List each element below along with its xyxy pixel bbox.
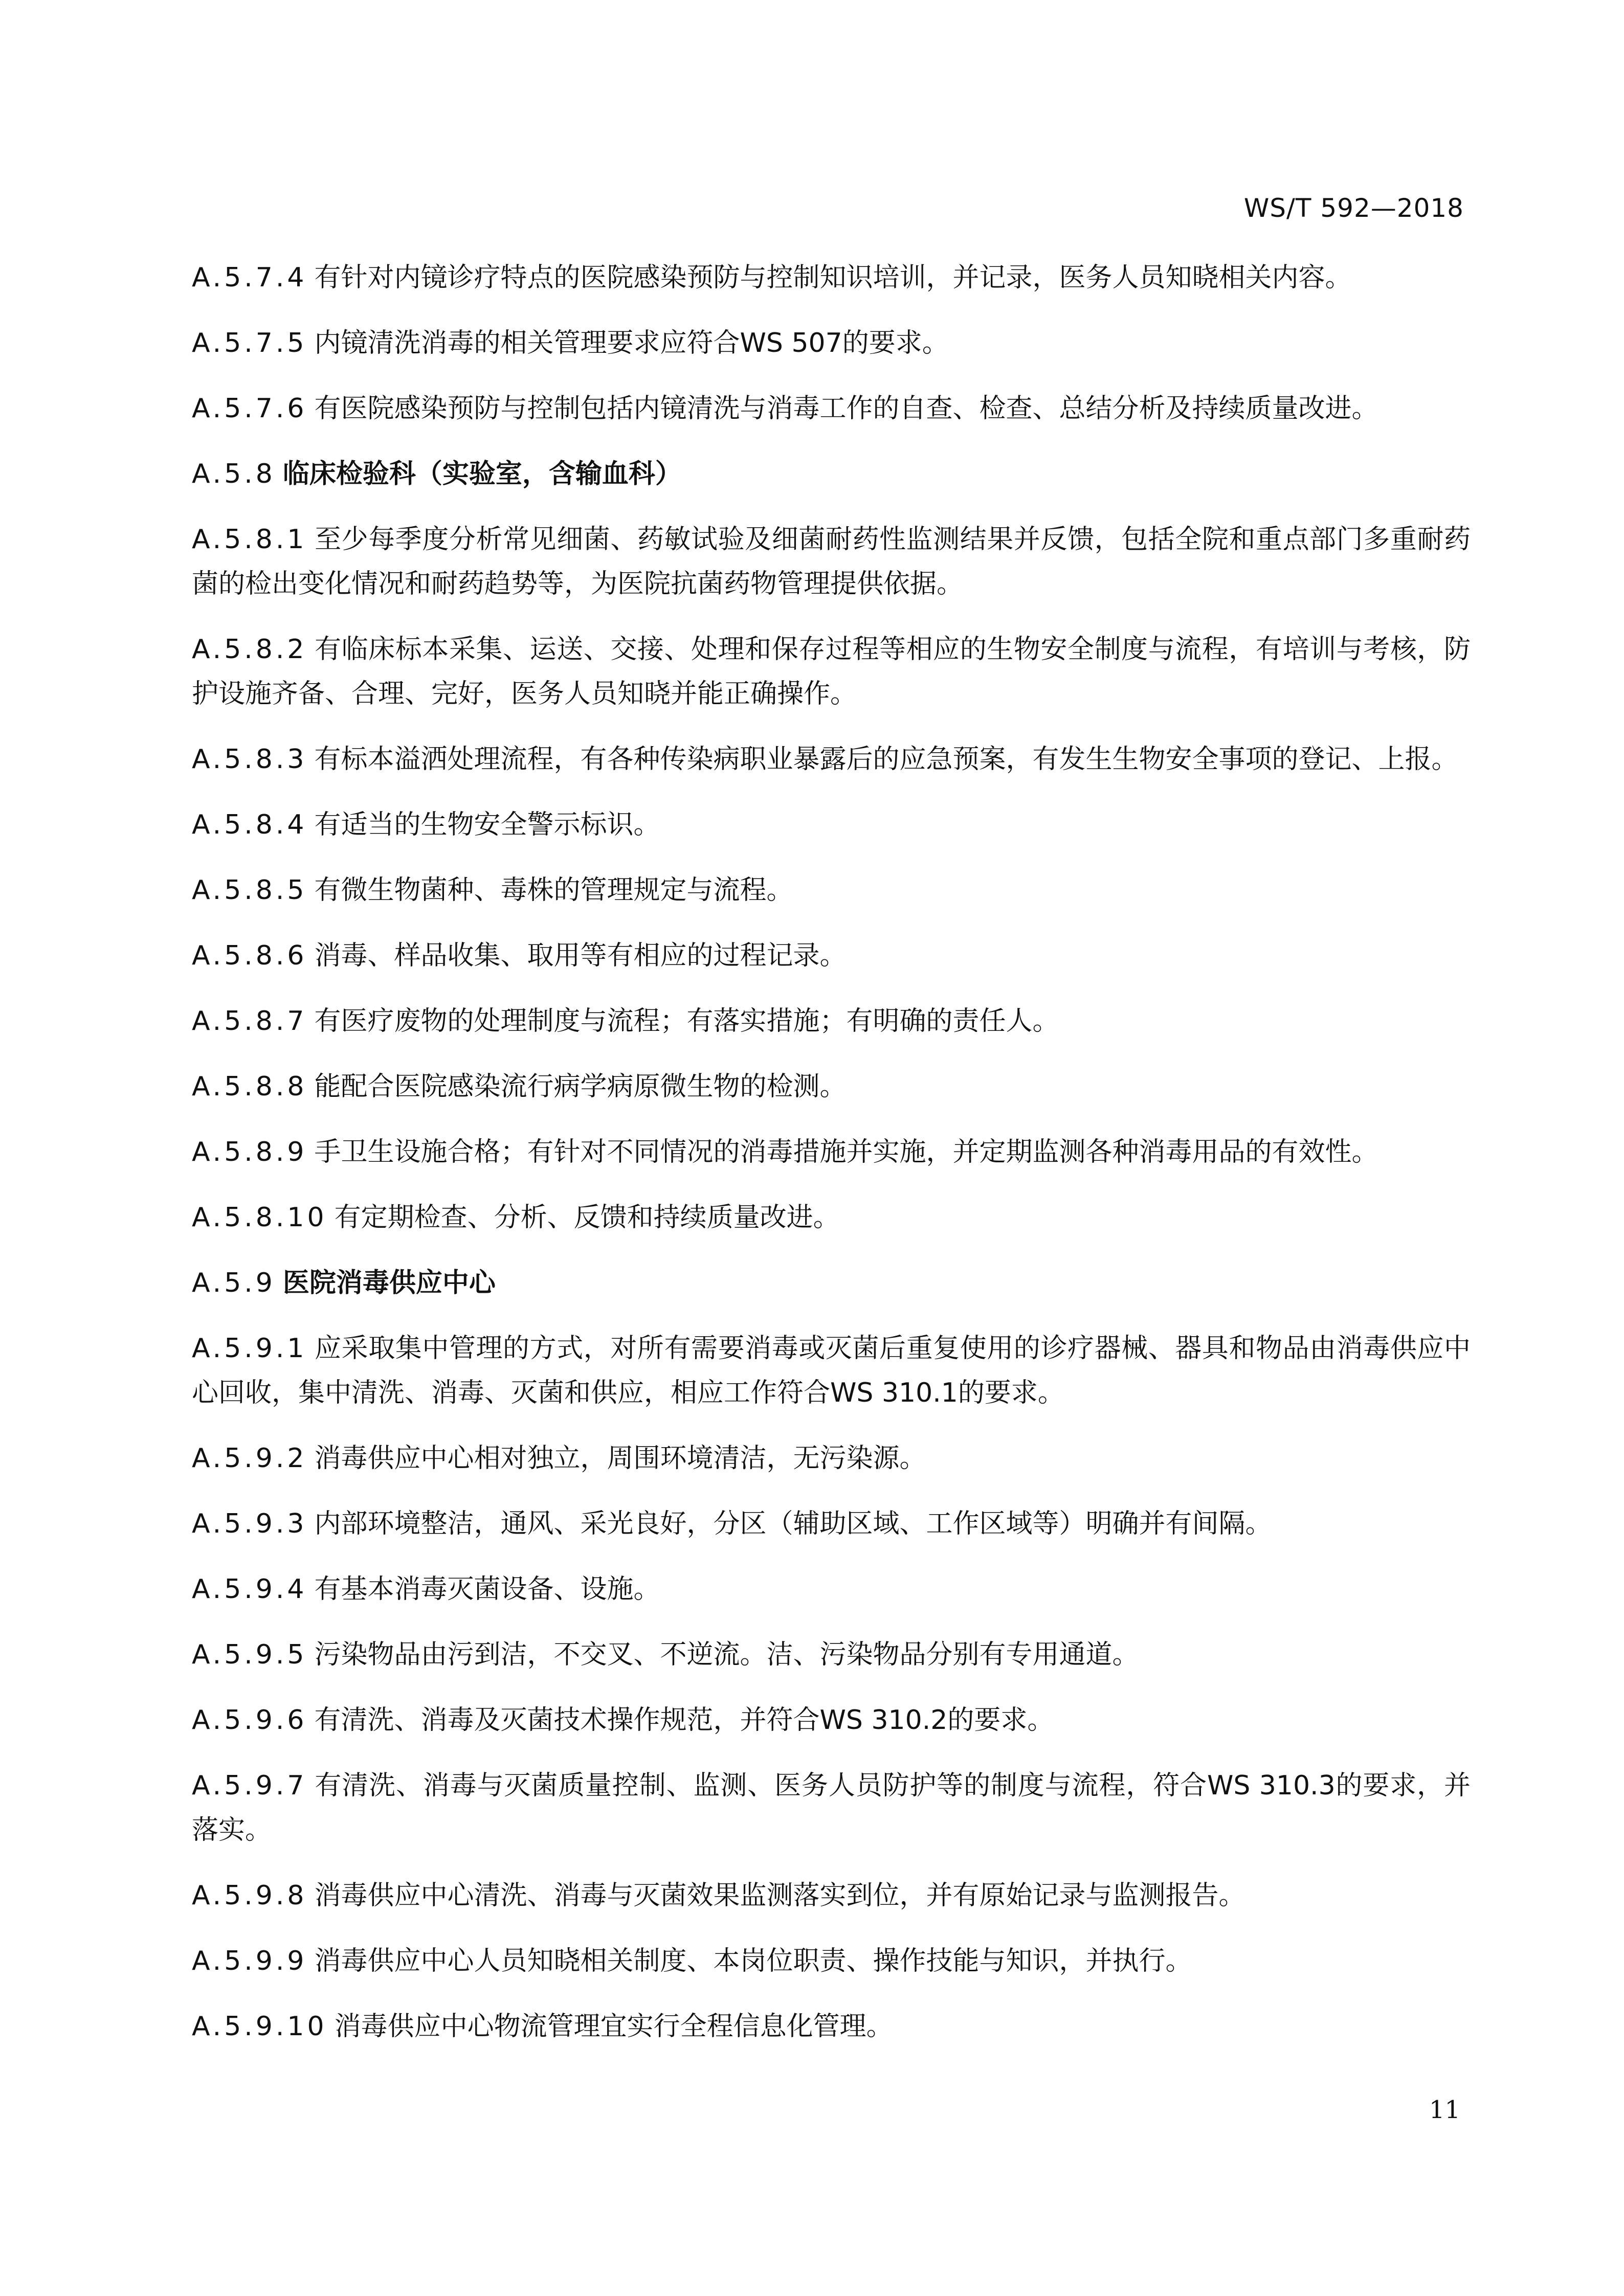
standard-code: WS/T 592—2018	[1243, 193, 1464, 223]
section-title: 临床检验科（实验室，含输血科）	[282, 459, 682, 489]
clause-text: 有适当的生物安全警示标识。	[314, 809, 660, 840]
clause-text: 有基本消毒灭菌设备、设施。	[314, 1574, 660, 1605]
clause-number: A.5.9.6	[192, 1705, 307, 1736]
clause	[192, 803, 1471, 847]
clause-text: 消毒供应中心相对独立，周围环境清洁，无污染源。	[314, 1443, 926, 1474]
clause-number: A.5.8.1	[192, 524, 307, 555]
clause	[192, 1130, 1471, 1175]
section-number: A.5.8	[192, 459, 276, 489]
clause-number: A.5.9.7	[192, 1770, 307, 1801]
clause-text: 应采取集中管理的方式，对所有需要消毒或灭菌后重复使用的诊疗器械、器具和物品由消毒供应中心回收，集中清洗、消毒、灭菌和供应，相应工作符合WS 310.1的要求。	[192, 1333, 1471, 1408]
clause-text: 有医院感染预防与控制包括内镜清洗与消毒工作的自查、检查、总结分析及持续质量改进。	[314, 393, 1378, 424]
page-number: 11	[1429, 2096, 1460, 2124]
clause	[192, 627, 1471, 716]
clause-number: A.5.7.5	[192, 328, 307, 358]
clause	[192, 1939, 1471, 1984]
clause-number: A.5.8.2	[192, 634, 307, 665]
clause	[192, 1698, 1471, 1743]
clause-number: A.5.8.5	[192, 875, 307, 906]
clause	[192, 321, 1471, 366]
section-title: 医院消毒供应中心	[282, 1268, 496, 1298]
clause	[192, 1196, 1471, 1240]
clause	[192, 1326, 1471, 1415]
clause-number: A.5.7.6	[192, 393, 307, 424]
clause	[192, 1436, 1471, 1481]
clause-number: A.5.8.6	[192, 940, 307, 971]
clause	[192, 387, 1471, 431]
clause-text: 至少每季度分析常见细菌、药敏试验及细菌耐药性监测结果并反馈，包括全院和重点部门多重耐药菌的检出变化情况和耐药趋势等，为医院抗菌药物管理提供依据。	[192, 524, 1471, 599]
clause-text: 消毒供应中心清洗、消毒与灭菌效果监测落实到位，并有原始记录与监测报告。	[314, 1880, 1245, 1911]
clause-text: 有针对内镜诊疗特点的医院感染预防与控制知识培训，并记录，医务人员知晓相关内容。	[314, 262, 1352, 293]
clause-text: 有医疗废物的处理制度与流程；有落实措施；有明确的责任人。	[314, 1006, 1059, 1037]
clause	[192, 2005, 1471, 2049]
clause-number: A.5.8.9	[192, 1137, 307, 1167]
clause-number: A.5.9.3	[192, 1509, 307, 1539]
clause-number: A.5.8.7	[192, 1006, 307, 1037]
clause	[192, 934, 1471, 978]
clause	[192, 1874, 1471, 1918]
clause-text: 有清洗、消毒及灭菌技术操作规范，并符合WS 310.2的要求。	[314, 1705, 1054, 1736]
clause-text: 污染物品由污到洁，不交叉、不逆流。洁、污染物品分别有专用通道。	[314, 1639, 1139, 1670]
clause	[192, 737, 1471, 782]
clause-text: 能配合医院感染流行病学病原微生物的检测。	[314, 1071, 847, 1102]
clause-number: A.5.9.1	[192, 1333, 307, 1364]
clause-number: A.5.8.4	[192, 809, 307, 840]
clause	[192, 1065, 1471, 1109]
clause-text: 有微生物菌种、毒株的管理规定与流程。	[314, 875, 793, 906]
clause	[192, 868, 1471, 913]
clause-number: A.5.8.8	[192, 1071, 307, 1102]
clause-text: 有定期检查、分析、反馈和持续质量改进。	[334, 1202, 840, 1233]
clause-number: A.5.8.3	[192, 744, 307, 775]
clause-text: 内部环境整洁，通风、采光良好，分区（辅助区域、工作区域等）明确并有间隔。	[314, 1509, 1272, 1539]
clause-number: A.5.9.5	[192, 1639, 307, 1670]
section-heading	[192, 1261, 1471, 1305]
clause-number: A.5.8.10	[192, 1202, 327, 1233]
clause-number: A.5.9.9	[192, 1946, 307, 1976]
clause	[192, 1567, 1471, 1612]
clause-text: 有清洗、消毒与灭菌质量控制、监测、医务人员防护等的制度与流程，符合WS 310.3的要求，并落实。	[192, 1770, 1471, 1845]
clause	[192, 1633, 1471, 1677]
clause-text: 手卫生设施合格；有针对不同情况的消毒措施并实施，并定期监测各种消毒用品的有效性。	[314, 1137, 1378, 1167]
clause	[192, 1764, 1471, 1853]
clause-text: 消毒、样品收集、取用等有相应的过程记录。	[314, 940, 847, 971]
clause-number: A.5.9.8	[192, 1880, 307, 1911]
clause	[192, 999, 1471, 1044]
clause-number: A.5.9.10	[192, 2011, 327, 2042]
section-number: A.5.9	[192, 1268, 276, 1298]
clause-text: 有临床标本采集、运送、交接、处理和保存过程等相应的生物安全制度与流程，有培训与考核，防护设施齐备、合理、完好，医务人员知晓并能正确操作。	[192, 634, 1471, 709]
clause	[192, 517, 1471, 606]
document-body	[192, 256, 1471, 2070]
clause-text: 内镜清洗消毒的相关管理要求应符合WS 507的要求。	[314, 328, 949, 358]
clause-text: 有标本溢洒处理流程，有各种传染病职业暴露后的应急预案，有发生生物安全事项的登记、上报。	[314, 744, 1458, 775]
clause-number: A.5.7.4	[192, 262, 307, 293]
clause-number: A.5.9.2	[192, 1443, 307, 1474]
clause-number: A.5.9.4	[192, 1574, 307, 1605]
clause	[192, 256, 1471, 300]
clause-text: 消毒供应中心物流管理宜实行全程信息化管理。	[334, 2011, 893, 2042]
clause	[192, 1502, 1471, 1546]
section-heading	[192, 452, 1471, 497]
clause-text: 消毒供应中心人员知晓相关制度、本岗位职责、操作技能与知识，并执行。	[314, 1946, 1192, 1976]
